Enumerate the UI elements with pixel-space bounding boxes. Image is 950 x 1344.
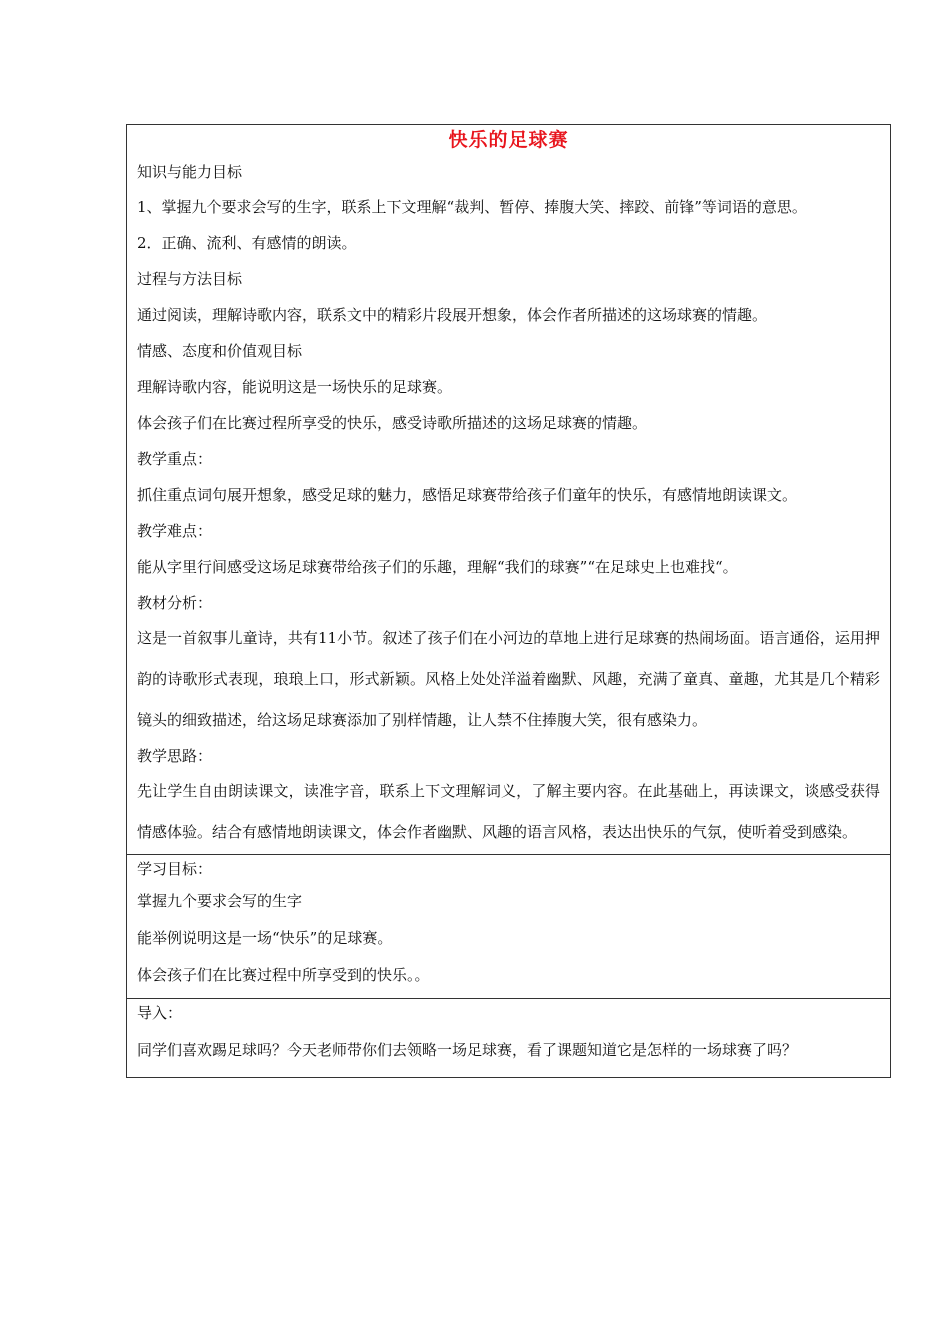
process-text: 通过阅读，理解诗歌内容，联系文中的精彩片段展开想象，体会作者所描述的这场球赛的情趣。: [137, 306, 768, 324]
emotion-text-1: 理解诗歌内容，能说明这是一场快乐的足球赛。: [137, 378, 453, 396]
approach-text: 先让学生自由朗读课文，读准字音，联系上下文理解词义，了解主要内容。在此基础上，再读课文，谈感受获得情感体验。结合有感情地朗读课文，体会作者幽默、风趣的语言风格，表达出快乐的气氛，使听着受到感染。: [137, 782, 880, 841]
knowledge-heading: 知识与能力目标: [137, 163, 243, 181]
emotion-heading: 情感、态度和价值观目标: [137, 342, 303, 360]
emotion-text-2: 体会孩子们在比赛过程所享受的快乐，感受诗歌所描述的这场足球赛的情趣。: [137, 414, 648, 432]
learning-goals-heading: 学习目标：: [137, 860, 213, 878]
learning-goal-item: 能举例说明这是一场“快乐”的足球赛。: [137, 929, 393, 947]
analysis-heading: 教材分析：: [137, 594, 213, 612]
difficulty-heading: 教学难点：: [137, 522, 213, 540]
lesson-plan-table: [126, 124, 891, 1078]
approach-heading: 教学思路：: [137, 747, 213, 765]
introduction-cell: [127, 998, 890, 1077]
key-point-heading: 教学重点：: [137, 450, 213, 468]
knowledge-item-1: 1、掌握九个要求会写的生字，联系上下文理解“裁判、暂停、捧腹大笑、摔跤、前锋”等词语的意思。: [137, 198, 807, 216]
knowledge-item-2: 2．正确、流利、有感情的朗读。: [137, 234, 357, 252]
learning-goal-item: 体会孩子们在比赛过程中所享受到的快乐。。: [137, 966, 430, 984]
process-heading: 过程与方法目标: [137, 270, 243, 288]
learning-goal-item: 掌握九个要求会写的生字: [137, 892, 303, 910]
difficulty-text: 能从字里行间感受这场足球赛带给孩子们的乐趣，理解“我们的球赛”“在足球史上也难找“。: [137, 558, 738, 576]
introduction-heading: 导入：: [137, 1004, 183, 1022]
learning-goals-cell: [127, 854, 890, 998]
introduction-text: 同学们喜欢踢足球吗？今天老师带你们去领略一场足球赛，看了课题知道它是怎样的一场球赛了吗？: [137, 1041, 798, 1059]
key-point-text: 抓住重点词句展开想象，感受足球的魅力，感悟足球赛带给孩子们童年的快乐，有感情地朗读课文。: [137, 486, 798, 504]
analysis-text: 这是一首叙事儿童诗，共有11小节。叙述了孩子们在小河边的草地上进行足球赛的热闹场面。语言通俗，运用押韵的诗歌形式表现，琅琅上口，形式新颖。风格上处处洋溢着幽默、风趣，充满了童真、童趣，尤其是几个精彩镜头的细致描述，给这场足球赛添加了别样情趣，让人禁不住捧腹大笑，很有感染力。: [137, 629, 880, 729]
page-title: 快乐的足球赛: [448, 129, 569, 151]
lesson-overview-cell: [127, 125, 890, 854]
